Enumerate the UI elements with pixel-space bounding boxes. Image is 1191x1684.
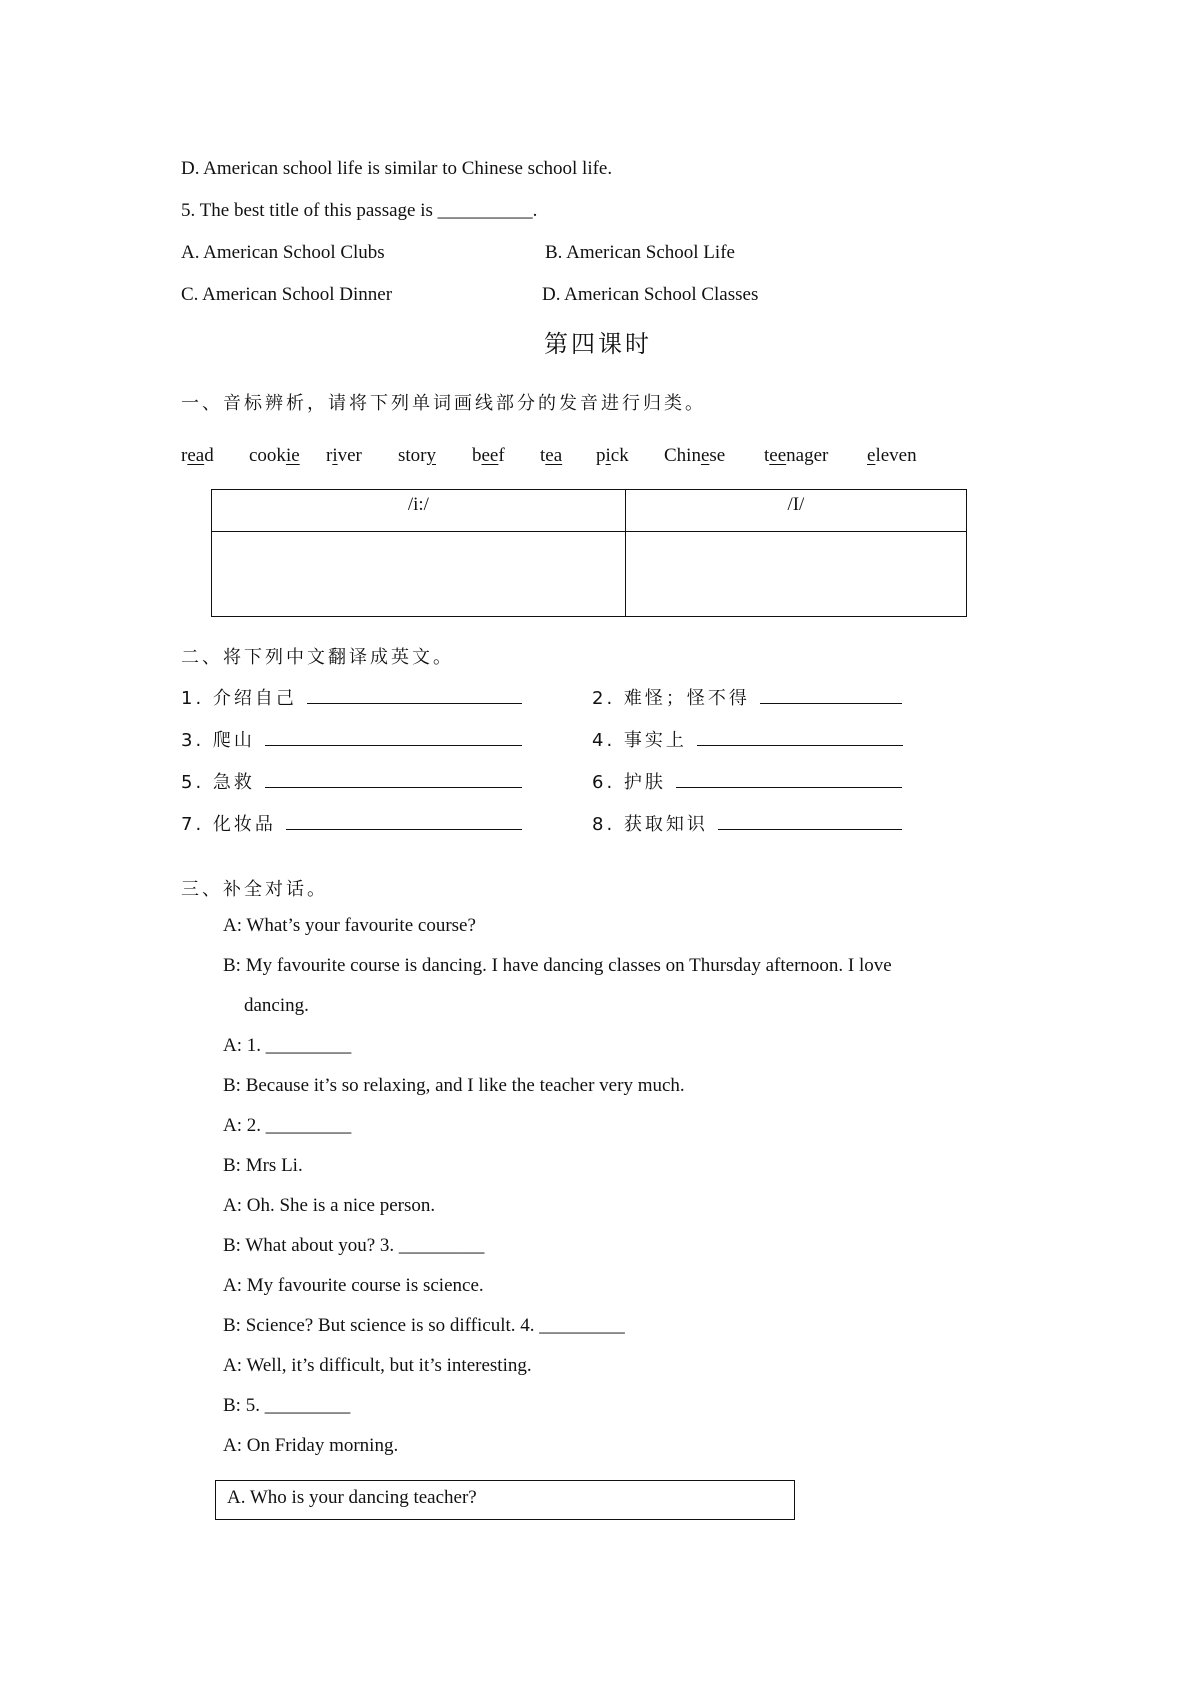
answer-blank[interactable] [265, 769, 522, 788]
translation-item: 1. 介绍自己 [181, 684, 522, 710]
header-long-i: /i:/ [212, 490, 626, 532]
part2-heading: 二、将下列中文翻译成英文。 [181, 647, 454, 668]
dialogue-line: B: My favourite course is dancing. I have dancing classes on Thursday afternoon. I love [223, 955, 892, 976]
dialogue-options-box [215, 1480, 795, 1520]
answer-blank[interactable] [760, 685, 902, 704]
translation-item: 4. 事实上 [592, 726, 903, 752]
word-beef: beef [472, 445, 505, 466]
q5-option-d: D. American School Classes [542, 284, 759, 305]
dialogue-option-a: A. Who is your dancing teacher? [227, 1487, 477, 1508]
q5-option-c: C. American School Dinner [181, 284, 393, 305]
answer-blank[interactable] [286, 811, 522, 830]
word-teenager: teenager [764, 445, 829, 466]
dialogue-line: B: Science? But science is so difficult. 4. _________ [223, 1315, 625, 1336]
dialogue-line: B: 5. _________ [223, 1395, 351, 1416]
q5-option-b: B. American School Life [545, 242, 735, 263]
translation-item: 6. 护肤 [592, 768, 902, 794]
answer-blank[interactable] [676, 769, 902, 788]
word-pick: pick [596, 445, 629, 466]
translation-item: 5. 急救 [181, 768, 522, 794]
dialogue-line: A: Oh. She is a nice person. [223, 1195, 436, 1216]
lesson-title: 第四课时 [544, 330, 652, 358]
phonetic-table [211, 489, 967, 617]
dialogue-line: B: Because it’s so relaxing, and I like the teacher very much. [223, 1075, 685, 1096]
answer-blank[interactable] [697, 727, 903, 746]
option-d-text: D. American school life is similar to Chinese school life. [181, 158, 613, 179]
word-cookie: cookie [249, 445, 300, 466]
header-short-i: /I/ [625, 490, 966, 532]
word-eleven: eleven [867, 445, 917, 466]
word-read: read [181, 445, 214, 466]
q5-option-a: A. American School Clubs [181, 242, 385, 263]
question-5: 5. The best title of this passage is __________. [181, 200, 538, 221]
dialogue-line: A: What’s your favourite course? [223, 915, 476, 936]
word-tea: tea [540, 445, 563, 466]
part3-heading: 三、补全对话。 [181, 879, 328, 900]
dialogue-line: A: 2. _________ [223, 1115, 352, 1136]
word-story: story [398, 445, 436, 466]
translation-item: 8. 获取知识 [592, 810, 902, 836]
translation-item: 2. 难怪；怪不得 [592, 684, 902, 710]
dialogue-line: A: Well, it’s difficult, but it’s interesting. [223, 1355, 532, 1376]
dialogue-line: A: On Friday morning. [223, 1435, 399, 1456]
answer-cell-long-i[interactable] [212, 532, 626, 617]
dialogue-line: B: Mrs Li. [223, 1155, 303, 1176]
word-river: river [326, 445, 362, 466]
translation-item: 7. 化妆品 [181, 810, 522, 836]
answer-blank[interactable] [265, 727, 522, 746]
answer-blank[interactable] [718, 811, 902, 830]
dialogue-line: B: What about you? 3. _________ [223, 1235, 485, 1256]
translation-item: 3. 爬山 [181, 726, 522, 752]
dialogue-line: dancing. [244, 995, 309, 1016]
answer-cell-short-i[interactable] [625, 532, 966, 617]
answer-blank[interactable] [307, 685, 522, 704]
word-chinese: Chinese [664, 445, 726, 466]
part1-heading: 一、音标辨析，请将下列单词画线部分的发音进行归类。 [181, 393, 706, 414]
dialogue-line: A: My favourite course is science. [223, 1275, 484, 1296]
dialogue-line: A: 1. _________ [223, 1035, 352, 1056]
